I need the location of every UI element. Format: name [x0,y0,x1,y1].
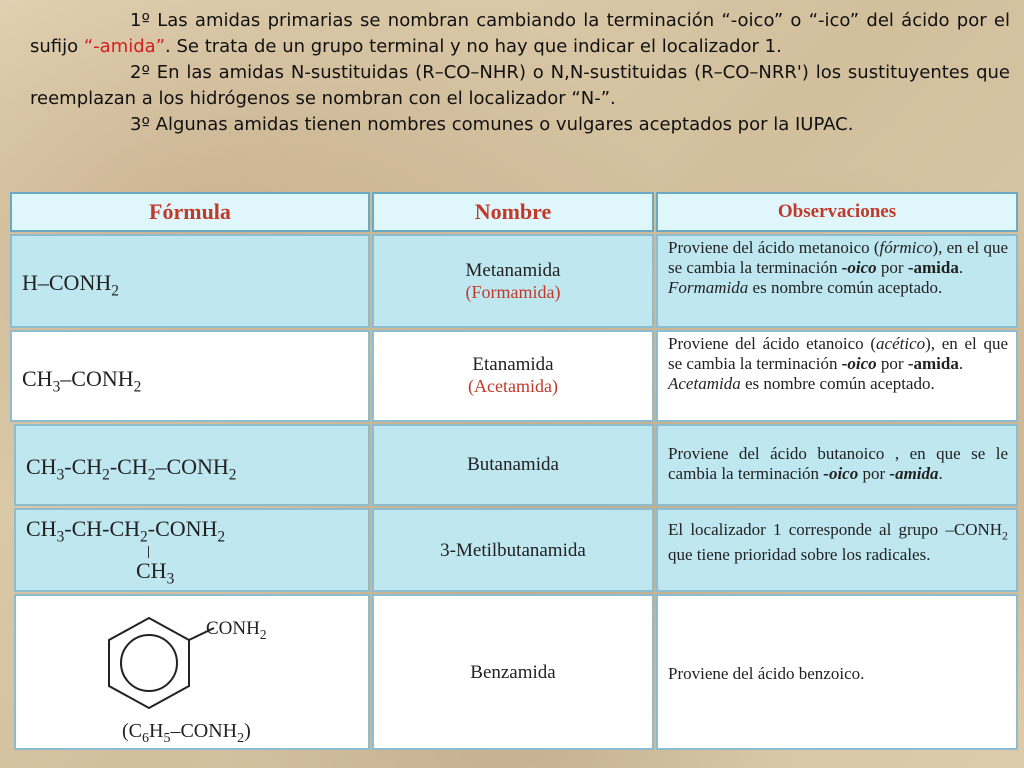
obs-metanamida: Proviene del ácido metanoico (fórmico), en el que se cambia la terminación -oico por -amida. Formamida es nombre común aceptado. [656,234,1018,328]
benzene-ring-icon [94,610,224,720]
name-etanamida: Etanamida (Acetamida) [372,330,654,422]
name-3-metilbutanamida: 3-Metilbutanamida [372,508,654,592]
name-benzamida: Benzamida [372,594,654,750]
branch-bond [148,546,149,558]
obs-butanamida: Proviene del ácido butanoico , en que se le cambia la terminación -oico por -amida. [656,424,1018,506]
formula-butanamida: $CH_3-CH_2-CH_2-CONH_2$ [14,424,370,506]
intro-text [30,8,1010,138]
header-name: Nombre [372,192,654,232]
benzamida-substituent: $CONH_2$ [206,618,267,642]
formula-etanamida: $CH_3-CONH_2$ [10,330,370,422]
obs-3-metilbutanamida: El localizador 1 corresponde al grupo $-CONH_2$ que tiene prioridad sobre los radicales. [656,508,1018,592]
formula-3-metilbutanamida: $CH_3-CH-CH_2-CONH_2$ $CH_3$ [14,508,370,592]
formula-metanamida: $H-CONH_2$ [10,234,370,328]
name-metanamida: Metanamida (Formamida) [372,234,654,328]
rule-3: 3º Algunas amidas tienen nombres comunes o vulgares aceptados por la IUPAC. [130,114,854,135]
header-observations: Observaciones [656,192,1018,232]
obs-benzamida: Proviene del ácido benzoico. [656,594,1018,750]
rule-1: 1º Las amidas primarias se nombran cambiando la terminación “-oico” o “-ico” del ácido por el sufijo “-amida”. Se trata de un grupo terminal y no hay que indicar el localizador 1. [30,10,1010,57]
benzamida-caption: $(C_6H_5-CONH_2)$ [122,720,251,746]
name-butanamida: Butanamida [372,424,654,506]
formula-benzamida [14,594,370,750]
rule-2: 2º En las amidas N-sustituidas (R–CO–NHR) o N,N-sustituidas (R–CO–NRR') los sustituyentes que reemplazan a los hidrógenos se nombran con el localizador “N-”. [30,62,1010,109]
rule-1-suffix: “-amida” [83,36,166,57]
obs-etanamida: Proviene del ácido etanoico (acético), en el que se cambia la terminación -oico por -amida. Acetamida es nombre común aceptado. [656,330,1018,422]
header-formula: Fórmula [10,192,370,232]
